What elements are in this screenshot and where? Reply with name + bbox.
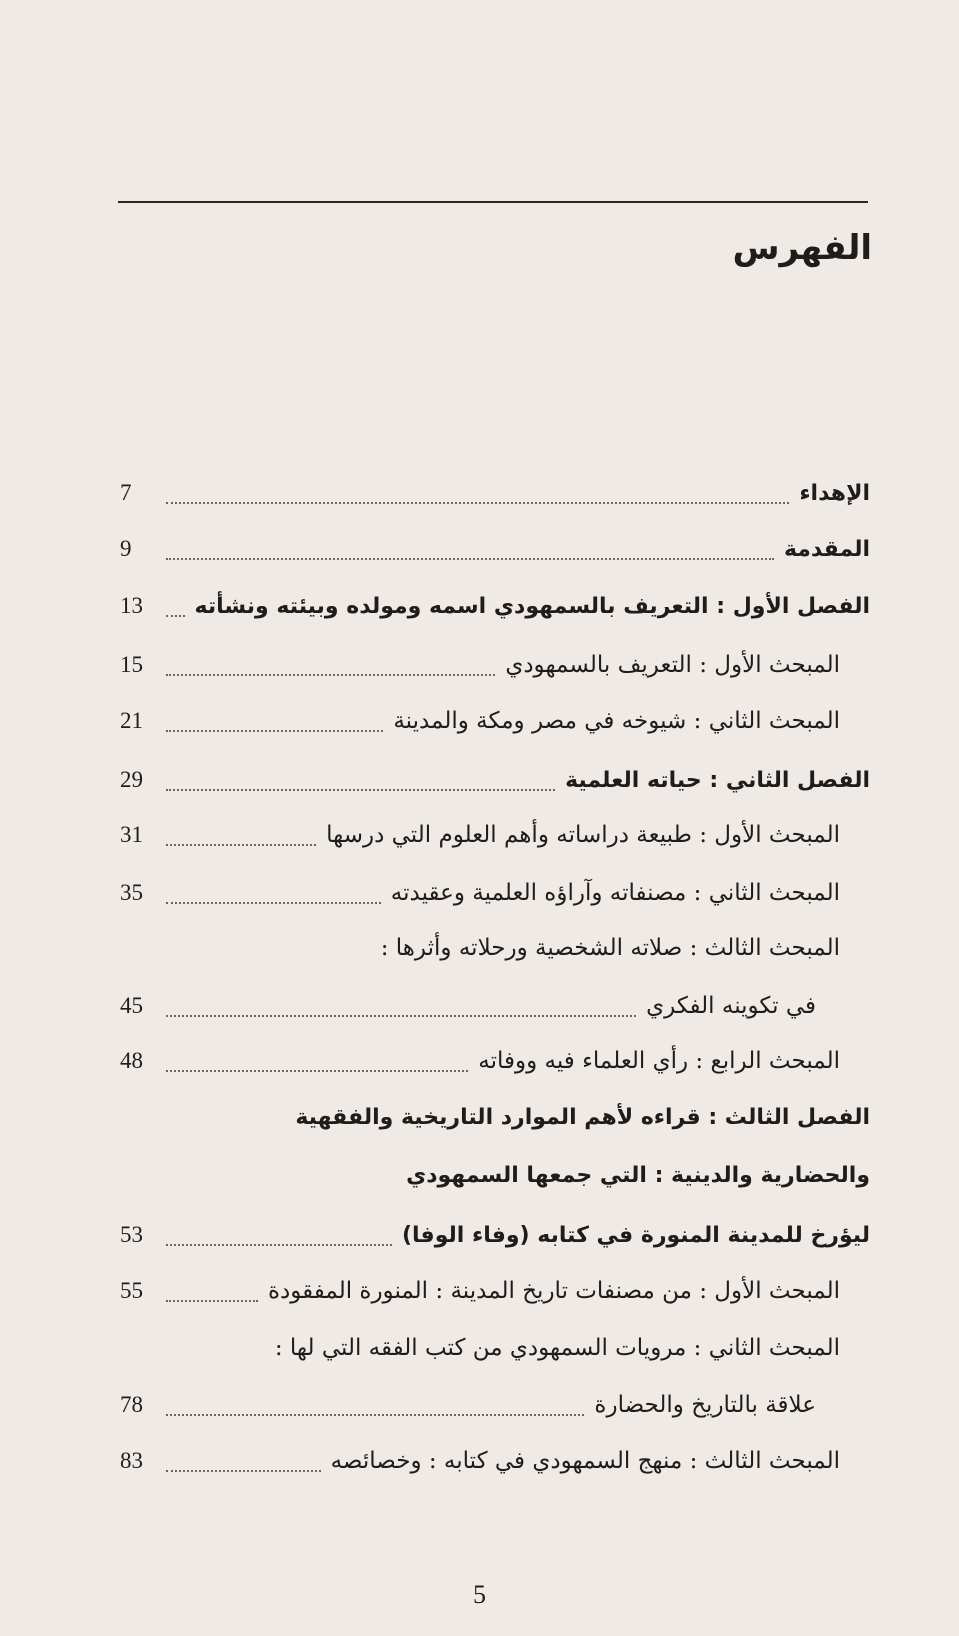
toc-dot-leader [166, 1470, 321, 1472]
toc-entry-title: والحضارية والدينية : التي جمعها السمهودي [406, 1163, 870, 1188]
toc-entry-title: الفصل الثاني : حياته العلمية [565, 768, 870, 793]
toc-dot-leader [166, 902, 381, 904]
toc-entry [118, 698, 870, 744]
toc-entry-title: المبحث الأول : التعريف بالسمهودي [505, 652, 840, 678]
toc-entry [118, 812, 870, 858]
toc-dot-leader [166, 1300, 258, 1302]
toc-entry-title: المقدمة [783, 537, 870, 562]
toc-entry [118, 925, 870, 971]
toc-dot-leader [166, 1414, 584, 1416]
toc-entry [118, 757, 870, 803]
toc-dot-leader [166, 558, 774, 560]
toc-entry-page: 78 [120, 1392, 143, 1417]
toc-dot-leader [166, 1070, 468, 1072]
toc-entry-title: علاقة بالتاريخ والحضارة [594, 1392, 816, 1418]
toc-entry-page: 9 [120, 536, 132, 561]
toc-entry [118, 1382, 870, 1428]
toc-entry-title: الفصل الأول : التعريف بالسمهودي اسمه ومولده وبيئته ونشأته [194, 594, 870, 619]
toc-dot-leader [166, 844, 316, 846]
toc-entry-title: المبحث الثالث : صلاته الشخصية ورحلاته وأثرها : [380, 935, 840, 961]
toc-entry-title: المبحث الثالث : منهج السمهودي في كتابه : وخصائصه [330, 1448, 840, 1474]
toc-entry-page: 35 [120, 880, 143, 905]
toc-entry-title: المبحث الأول : من مصنفات تاريخ المدينة : المنورة المفقودة [267, 1278, 840, 1304]
toc-entry-page: 21 [120, 708, 143, 733]
toc-dot-leader [166, 674, 495, 676]
toc-entry-title: الإهداء [799, 481, 870, 506]
toc-entry-page: 7 [120, 480, 132, 505]
toc-entry [118, 983, 870, 1029]
toc-dot-leader [166, 615, 185, 617]
toc-entry-page: 83 [120, 1448, 143, 1473]
toc-entry-page: 13 [120, 593, 143, 618]
toc-entry [118, 1153, 870, 1199]
toc-dot-leader [166, 502, 789, 504]
toc-dot-leader [166, 1015, 636, 1017]
toc-entry [118, 1212, 870, 1258]
toc-entry-title: المبحث الرابع : رأي العلماء فيه ووفاته [478, 1048, 840, 1074]
toc-entry-page: 53 [120, 1222, 143, 1247]
toc-entry-title: ليؤرخ للمدينة المنورة في كتابه (وفاء الوفا) [401, 1223, 870, 1248]
page-title: الفهرس [732, 228, 872, 268]
toc-entry [118, 1038, 870, 1084]
toc-entry [118, 1325, 870, 1371]
toc-entry [118, 1268, 870, 1314]
toc-entry [118, 1095, 870, 1141]
toc-entry-page: 29 [120, 767, 143, 792]
toc-entry [118, 470, 870, 516]
toc-entry [118, 526, 870, 572]
toc-entry [118, 1438, 870, 1484]
top-rule [118, 201, 868, 203]
page-number: 5 [473, 1580, 486, 1609]
toc-entry-title: المبحث الثاني : مصنفاته وآراؤه العلمية وعقيدته [390, 880, 840, 906]
toc-entry [118, 870, 870, 916]
toc-entry-title: المبحث الأول : طبيعة دراساته وأهم العلوم التي درسها [326, 822, 840, 848]
toc-entry [118, 583, 870, 629]
toc-entry-title: المبحث الثاني : مرويات السمهودي من كتب الفقه التي لها : [274, 1335, 840, 1361]
toc-dot-leader [166, 789, 555, 791]
toc-entry-page: 55 [120, 1278, 143, 1303]
toc-entry-title: في تكوينه الفكري [646, 993, 816, 1019]
toc-dot-leader [166, 1244, 392, 1246]
toc-entry [118, 642, 870, 688]
toc-entry-page: 15 [120, 652, 143, 677]
toc-entry-page: 45 [120, 993, 143, 1018]
toc-dot-leader [166, 730, 383, 732]
toc-entry-title: الفصل الثالث : قراءه لأهم الموارد التاريخية والفقهية [295, 1105, 870, 1130]
toc-entry-title: المبحث الثاني : شيوخه في مصر ومكة والمدينة [393, 708, 840, 734]
toc-entry-page: 48 [120, 1048, 143, 1073]
toc-entry-page: 31 [120, 822, 143, 847]
